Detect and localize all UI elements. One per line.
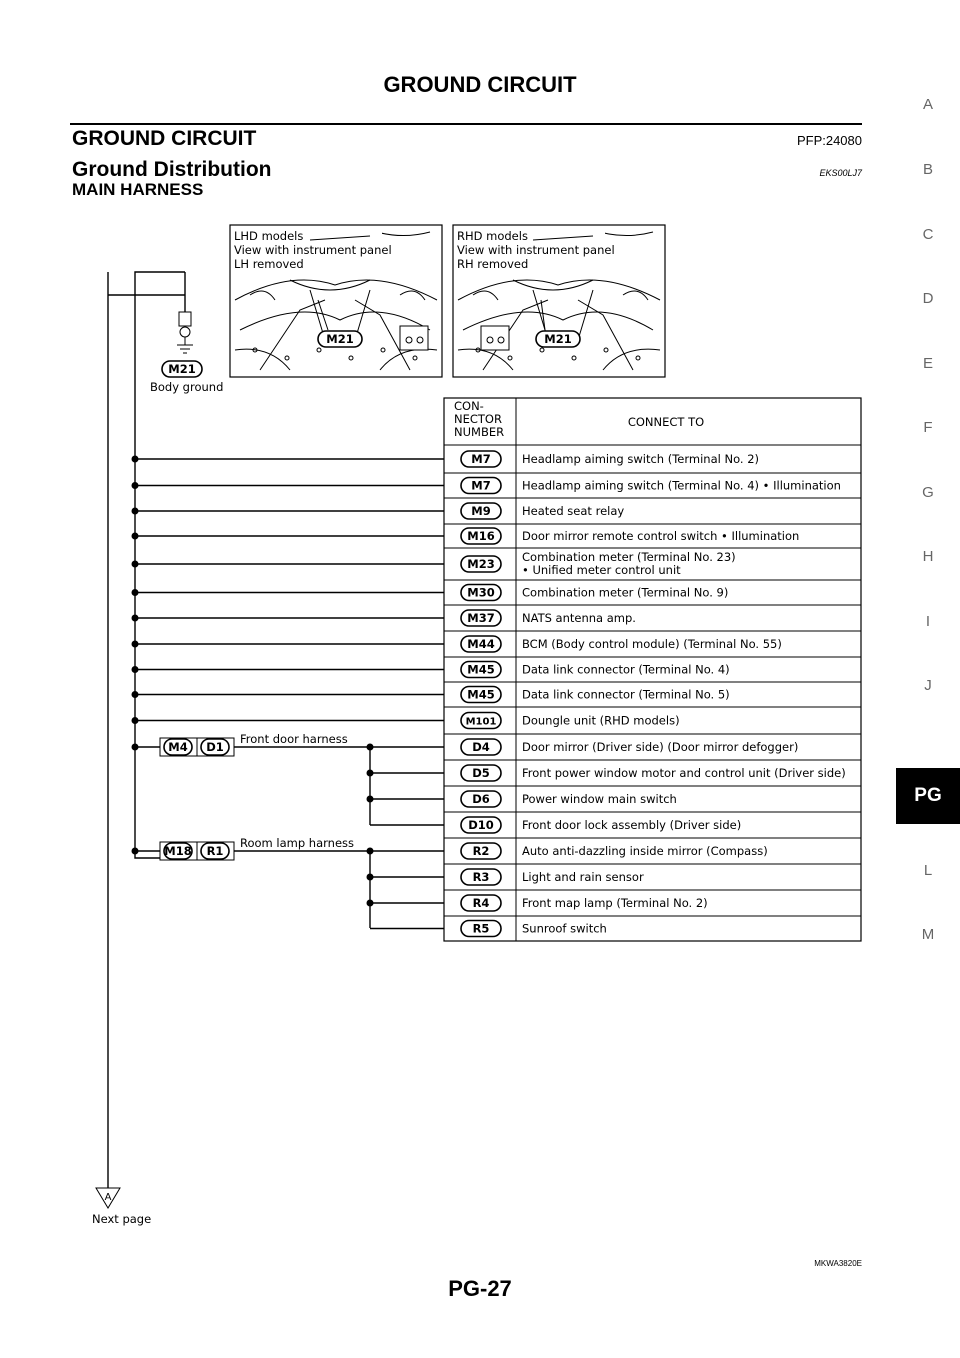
- row-text-10: Doungle unit (RHD models): [522, 713, 680, 728]
- row-connector-7-label: M44: [467, 637, 495, 651]
- row-connector-0-label: M7: [471, 452, 491, 466]
- junction-1: [132, 482, 139, 489]
- front-door-harness-label: Front door harness: [240, 732, 348, 746]
- row-text-17: Front map lamp (Terminal No. 2): [522, 896, 708, 910]
- rhd-caption-2: RH removed: [457, 257, 529, 271]
- row-text-5: Combination meter (Terminal No. 9): [522, 585, 729, 600]
- row-text-11: Door mirror (Driver side) (Door mirror defogger): [522, 740, 799, 754]
- row-text-4-1: • Unified meter control unit: [522, 563, 681, 577]
- figure-code: MKWA3820E: [814, 1259, 862, 1268]
- table-header-connect-to: CONNECT TO: [627, 415, 705, 429]
- junction-6: [132, 615, 139, 622]
- subsubsection-title: MAIN HARNESS: [72, 180, 204, 199]
- side-tab-pg[interactable]: PG: [896, 768, 960, 824]
- room-lamp-harness-label: Room lamp harness: [240, 836, 355, 850]
- row-connector-13-label: D6: [472, 792, 490, 806]
- table-header-connector-2: NUMBER: [454, 425, 505, 439]
- side-tab-g[interactable]: G: [922, 484, 934, 501]
- body-ground-connector-label: M21: [168, 362, 196, 376]
- row-connector-5-label: M30: [467, 585, 495, 600]
- lhd-m21-connector-label: M21: [326, 332, 354, 346]
- row-connector-15-label: R2: [472, 844, 490, 858]
- side-tab-f[interactable]: F: [923, 419, 933, 436]
- junction-10: [132, 717, 139, 724]
- next-page-letter: A: [104, 1192, 112, 1203]
- junction-4: [132, 561, 139, 568]
- side-tab-d[interactable]: D: [922, 290, 934, 307]
- side-tab-j[interactable]: J: [924, 677, 932, 694]
- front-door-harness-conn-b-label: D1: [206, 740, 224, 754]
- ground-connector-body: [179, 312, 191, 326]
- subsection-code: EKS00LJ7: [819, 168, 862, 178]
- side-tab-e[interactable]: E: [922, 355, 933, 372]
- row-text-9: Data link connector (Terminal No. 5): [522, 687, 730, 702]
- side-tab-l[interactable]: L: [923, 862, 933, 879]
- page-number: PG-27: [448, 1276, 512, 1301]
- side-tab-i[interactable]: I: [925, 613, 931, 630]
- side-tab-b[interactable]: B: [922, 161, 933, 178]
- section-title: GROUND CIRCUIT: [72, 127, 257, 150]
- row-text-8: Data link connector (Terminal No. 4): [522, 662, 730, 677]
- row-connector-6-label: M37: [467, 611, 495, 625]
- table-header-connector-1: NECTOR: [454, 412, 502, 426]
- side-tab-a[interactable]: A: [922, 96, 933, 113]
- row-connector-9-label: M45: [467, 687, 495, 702]
- row-text-13: Power window main switch: [522, 792, 677, 806]
- body-ground-label: Body ground: [150, 380, 224, 394]
- junction-7: [132, 641, 139, 648]
- row-text-0: Headlamp aiming switch (Terminal No. 2): [522, 452, 760, 466]
- junction-9: [132, 691, 139, 698]
- pfp-code: PFP:24080: [796, 133, 862, 148]
- row-text-3: Door mirror remote control switch • Illumination: [522, 529, 800, 543]
- row-text-15: Auto anti-dazzling inside mirror (Compass): [522, 844, 768, 858]
- row-connector-1-label: M7: [471, 478, 491, 493]
- side-tab-c[interactable]: C: [922, 226, 934, 243]
- next-page-label: Next page: [92, 1212, 152, 1226]
- page-header-title: GROUND CIRCUIT: [383, 72, 577, 97]
- row-text-16: Light and rain sensor: [522, 870, 644, 884]
- junction-3: [132, 533, 139, 540]
- ground-terminal: [180, 327, 190, 337]
- row-connector-10-label: M101: [465, 716, 497, 728]
- junction-2: [132, 508, 139, 515]
- rhd-m21-connector-label: M21: [544, 332, 572, 346]
- side-tab-m[interactable]: M: [921, 926, 935, 943]
- row-connector-11-label: D4: [472, 740, 490, 754]
- side-tab-h[interactable]: H: [922, 548, 934, 565]
- row-connector-8-label: M45: [467, 662, 495, 677]
- lhd-caption-2: LH removed: [234, 257, 304, 271]
- row-connector-12-label: D5: [472, 766, 490, 780]
- ground-symbol: [177, 337, 193, 353]
- row-text-2: Heated seat relay: [522, 504, 625, 518]
- row-connector-17-label: R4: [472, 896, 490, 910]
- row-connector-4-label: M23: [467, 557, 495, 571]
- table-header-connector-0: CON-: [454, 399, 484, 413]
- lhd-caption-0: LHD models: [234, 229, 304, 243]
- row-text-4-0: Combination meter (Terminal No. 23): [522, 550, 736, 564]
- row-text-14: Front door lock assembly (Driver side): [522, 818, 742, 832]
- row-connector-16-label: R3: [472, 870, 490, 884]
- row-connector-18-label: R5: [472, 921, 490, 936]
- row-text-1: Headlamp aiming switch (Terminal No. 4) • Illumination: [522, 478, 841, 493]
- junction-5: [132, 589, 139, 596]
- row-text-12: Front power window motor and control unit (Driver side): [522, 766, 846, 780]
- subsection-title: Ground Distribution: [72, 158, 272, 181]
- lhd-caption-1: View with instrument panel: [234, 243, 392, 257]
- row-connector-14-label: D10: [468, 818, 494, 832]
- rhd-caption-0: RHD models: [457, 229, 528, 243]
- row-connector-3-label: M16: [467, 529, 495, 543]
- room-lamp-harness-conn-b-label: R1: [206, 844, 224, 858]
- rhd-caption-1: View with instrument panel: [457, 243, 615, 257]
- row-text-7: BCM (Body control module) (Terminal No. 55): [522, 637, 782, 651]
- room-lamp-harness-conn-a-label: M18: [164, 844, 192, 858]
- junction-0: [132, 456, 139, 463]
- junction-8: [132, 666, 139, 673]
- row-text-6: NATS antenna amp.: [522, 611, 636, 625]
- front-door-harness-conn-a-label: M4: [168, 740, 188, 754]
- row-text-18: Sunroof switch: [522, 921, 607, 936]
- row-connector-2-label: M9: [471, 504, 491, 518]
